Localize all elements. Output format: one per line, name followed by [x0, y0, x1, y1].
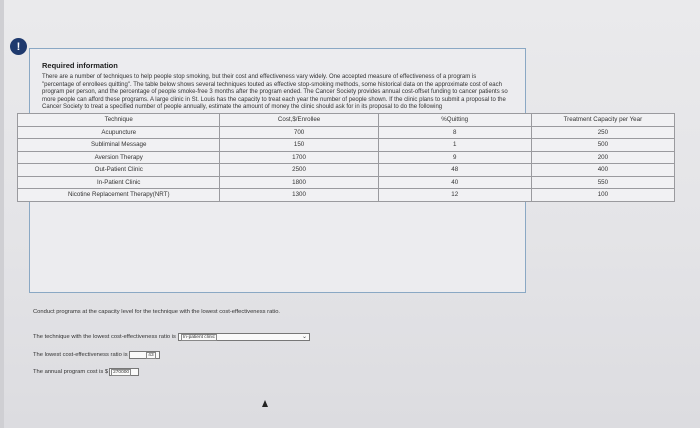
cell-quitting: 40 — [378, 176, 531, 189]
header-quitting: %Quitting — [378, 114, 531, 127]
cell-quitting: 48 — [378, 164, 531, 177]
info-title: Required information — [42, 61, 118, 70]
cell-capacity: 100 — [531, 189, 674, 202]
cell-cost: 2500 — [220, 164, 378, 177]
alert-icon: ! — [10, 38, 27, 55]
ratio-input[interactable] — [129, 351, 160, 359]
cell-capacity: 250 — [531, 126, 674, 139]
cell-quitting: 1 — [378, 139, 531, 152]
question-ratio — [33, 351, 160, 359]
cell-technique: In-Patient Clinic — [18, 176, 220, 189]
cell-cost: 150 — [220, 139, 378, 152]
instruction-text: Conduct programs at the capacity level for the technique with the lowest cost-effectiveness ratio. — [33, 309, 281, 315]
info-text: There are a number of techniques to help people stop smoking, but their cost and effectiveness vary widely. One accepted measure of effectiveness of a program is "percentage of enrollees quitting". The table below shows several techniques touted as effective stop-smoking methods, some historical data on the approximate cost of each program per person, and the percentage of people smoke-free 3 months after the program ended. The Cancer Society provides annual cost-offset funding to cancer patients so more people can afford these programs. A large clinic in St. Louis has the capacity to treat each year the number of people shown. If the clinic plans to submit a proposal to the Cancer Society to treat a specified number of people annually, estimate the amount of money the clinic should ask for in its proposal to do the following — [42, 74, 508, 111]
technique-select[interactable] — [178, 333, 310, 341]
question-cost — [33, 368, 139, 376]
question-technique — [33, 333, 310, 341]
window-edge — [0, 0, 4, 428]
cell-cost: 1300 — [220, 189, 378, 202]
mouse-cursor-icon — [262, 400, 268, 407]
table-row — [18, 126, 675, 139]
cell-technique: Out-Patient Clinic — [18, 164, 220, 177]
header-technique: Technique — [18, 114, 220, 127]
table-row — [18, 139, 675, 152]
header-capacity: Treatment Capacity per Year — [531, 114, 674, 127]
technique-select-value: In-patient clinic — [182, 334, 215, 340]
annual-cost-input-value: 270000 — [113, 369, 130, 375]
cell-technique: Acupuncture — [18, 126, 220, 139]
cell-technique: Nicotine Replacement Therapy(NRT) — [18, 189, 220, 202]
cell-quitting: 8 — [378, 126, 531, 139]
table-row — [18, 151, 675, 164]
question-cost-label: The annual program cost is $ — [33, 369, 109, 375]
cell-technique: Aversion Therapy — [18, 151, 220, 164]
cell-capacity: 200 — [531, 151, 674, 164]
cell-technique: Subliminal Message — [18, 139, 220, 152]
table-row — [18, 189, 675, 202]
table-row — [18, 164, 675, 177]
cell-capacity: 550 — [531, 176, 674, 189]
chevron-down-icon: ⌄ — [301, 334, 307, 340]
cell-quitting: 9 — [378, 151, 531, 164]
table-header-row — [18, 114, 675, 127]
cell-capacity: 500 — [531, 139, 674, 152]
cell-cost: 1700 — [220, 151, 378, 164]
cell-cost: 700 — [220, 126, 378, 139]
techniques-table — [17, 113, 675, 202]
ratio-input-value: 43 — [148, 352, 154, 358]
cell-capacity: 400 — [531, 164, 674, 177]
cell-cost: 1800 — [220, 176, 378, 189]
question-technique-label: The technique with the lowest cost-effectiveness ratio is — [33, 334, 176, 340]
cell-quitting: 12 — [378, 189, 531, 202]
annual-cost-input[interactable] — [109, 368, 139, 376]
table-row — [18, 176, 675, 189]
header-cost: Cost,$/Enrollee — [220, 114, 378, 127]
question-ratio-label: The lowest cost-effectiveness ratio is — [33, 352, 128, 358]
